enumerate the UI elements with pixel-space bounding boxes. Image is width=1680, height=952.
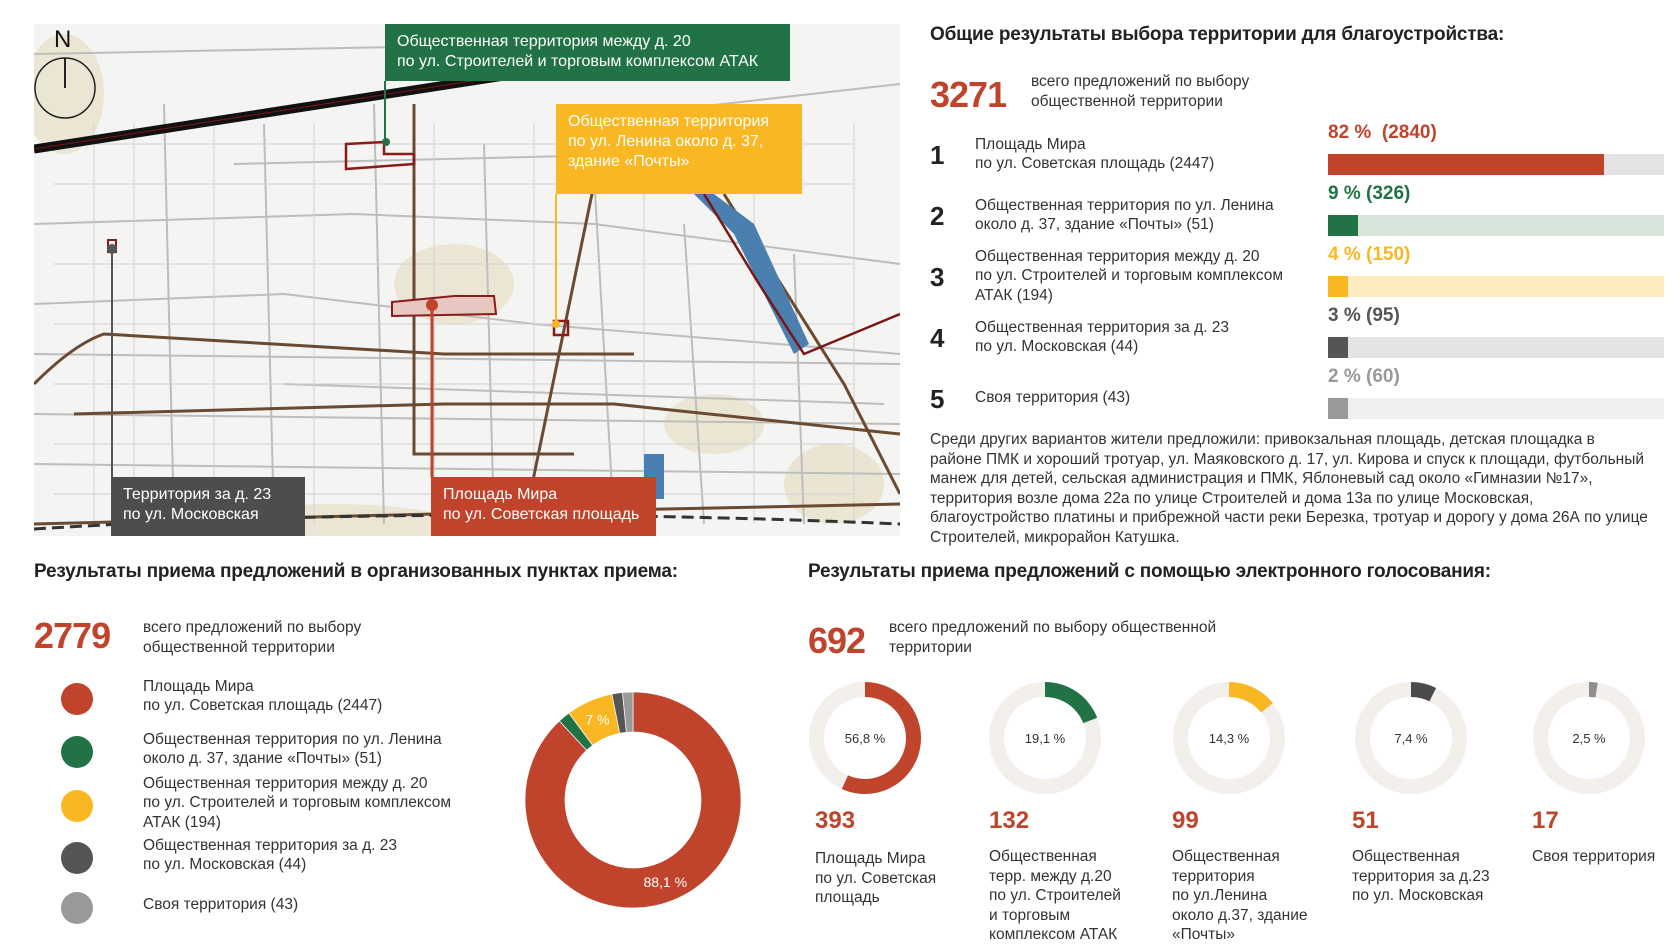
map-drawing bbox=[34, 24, 900, 536]
map-label-text: Территория за д. 23 по ул. Московская bbox=[123, 486, 272, 523]
legend-label: Общественная территория между д. 20 по ул. Строителей и торговым комплексом АТАК (194) bbox=[143, 774, 452, 831]
map bbox=[34, 24, 900, 536]
online-total: 692 bbox=[808, 620, 866, 661]
row-percent-label: 82 % (2840) bbox=[1328, 122, 1437, 143]
row-percent-label: 4 % (150) bbox=[1328, 244, 1411, 265]
online-donut bbox=[1351, 678, 1471, 798]
row-label: Общественная территория по ул. Ленина около д. 37, здание «Почты» (51) bbox=[975, 196, 1274, 233]
overall-total-desc: всего предложений по выбору общественной территории bbox=[1031, 73, 1250, 110]
donut-percent-label: 7,4 % bbox=[1394, 731, 1428, 746]
row-number: 5 bbox=[930, 384, 945, 414]
online-donut bbox=[985, 678, 1105, 798]
map-label-text: Общественная территория по ул. Ленина около д. 37, здание «Почты» bbox=[568, 113, 770, 170]
map-label-lenina bbox=[556, 104, 802, 194]
overall-total: 3271 bbox=[930, 74, 1007, 115]
online-count: 51 bbox=[1352, 807, 1379, 834]
online-label: Своя территория bbox=[1532, 848, 1656, 865]
bar-track bbox=[1328, 154, 1664, 175]
map-label-ploshchad-mira bbox=[431, 477, 656, 536]
online-donut bbox=[1169, 678, 1289, 798]
online-donut bbox=[1529, 678, 1649, 798]
legend-label: Общественная территория за д. 23 по ул. Московская (44) bbox=[143, 836, 398, 873]
row-percent-label: 2 % (60) bbox=[1328, 366, 1400, 387]
map-label-moskovskaya bbox=[111, 477, 305, 536]
bar-track bbox=[1328, 215, 1664, 236]
donut-percent-label: 56,8 % bbox=[844, 731, 886, 746]
row-label: Общественная территория между д. 20 по ул. Строителей и торговым комплексом АТАК (194) bbox=[975, 247, 1284, 304]
legend-dot bbox=[61, 736, 93, 768]
offline-title: Результаты приема предложений в организованных пунктах приема: bbox=[34, 561, 678, 582]
row-number: 3 bbox=[930, 262, 945, 292]
bar-track bbox=[1328, 276, 1664, 297]
bar-fill bbox=[1328, 398, 1348, 419]
bar-fill bbox=[1328, 215, 1358, 236]
legend-dot bbox=[61, 892, 93, 924]
bar-fill bbox=[1328, 154, 1604, 175]
donut-slice bbox=[1229, 682, 1273, 712]
donut-data-label: 7 % bbox=[585, 711, 610, 728]
row-percent-label: 3 % (95) bbox=[1328, 305, 1400, 326]
offline-donut-chart bbox=[513, 680, 753, 920]
row-label: Общественная территория за д. 23 по ул. Московская (44) bbox=[975, 318, 1230, 355]
legend-dot bbox=[61, 683, 93, 715]
row-number: 4 bbox=[930, 323, 945, 353]
online-label: Площадь Мира по ул. Советская площадь bbox=[815, 850, 937, 906]
legend-dot bbox=[61, 790, 93, 822]
donut-data-label: 88,1 % bbox=[643, 873, 688, 890]
donut-percent-label: 14,3 % bbox=[1208, 731, 1250, 746]
bar-fill bbox=[1328, 337, 1348, 358]
offline-total-desc: всего предложений по выбору общественной территории bbox=[143, 619, 362, 656]
legend-label: Своя территория (43) bbox=[143, 896, 299, 914]
online-count: 99 bbox=[1172, 807, 1199, 834]
online-title: Результаты приема предложений с помощью электронного голосования: bbox=[808, 561, 1491, 582]
donut-percent-label: 2,5 % bbox=[1572, 731, 1606, 746]
online-count: 17 bbox=[1532, 807, 1559, 834]
online-donut bbox=[805, 678, 925, 798]
offline-total: 2779 bbox=[34, 615, 111, 656]
row-label: Площадь Мира по ул. Советская площадь (2447) bbox=[975, 135, 1215, 172]
map-label-text: Общественная территория между д. 20 по ул. Строителей и торговым комплексом АТАК bbox=[397, 33, 759, 70]
online-label: Общественная территория по ул.Ленина около д.37, здание «Почты» bbox=[1172, 848, 1308, 943]
row-percent-label: 9 % (326) bbox=[1328, 183, 1411, 204]
row-number: 1 bbox=[930, 140, 945, 170]
row-number: 2 bbox=[930, 201, 945, 231]
map-label-stroiteley bbox=[385, 24, 790, 81]
legend-label: Общественная территория по ул. Ленина около д. 37, здание «Почты» (51) bbox=[143, 730, 442, 767]
map-label-text: Площадь Мира по ул. Советская площадь bbox=[443, 486, 640, 523]
online-label: Общественная территория за д.23 по ул. Московская bbox=[1352, 848, 1490, 904]
online-count: 393 bbox=[815, 807, 856, 834]
north-label: N bbox=[54, 26, 72, 53]
row-label: Своя территория (43) bbox=[975, 389, 1131, 407]
overall-title: Общие результаты выбора территории для благоустройства: bbox=[930, 24, 1505, 45]
online-count: 132 bbox=[989, 807, 1030, 834]
bar-track bbox=[1328, 337, 1664, 358]
donut-percent-label: 19,1 % bbox=[1024, 731, 1066, 746]
online-label: Общественная терр. между д.20 по ул. Строителей и торговым комплексом АТАК bbox=[989, 848, 1121, 943]
online-total-desc: всего предложений по выбору общественной территории bbox=[889, 619, 1217, 656]
legend-label: Площадь Мира по ул. Советская площадь (2447) bbox=[143, 677, 383, 714]
other-suggestions-text: Среди других вариантов жители предложили: привокзальная площадь, детская площадка в районе ПМК и хороший тротуар, ул. Маяковского д. 17, ул. Кирова и спуск к площади, футбольный манеж для детей, сельская администрация и ПМК, Яблоневый сад около «Гимназии №17», территория возле дома 22а по улице Строителей и дома 13а по улице Московская, благоустройство платины и прибрежной части реки Березка, тротуар и дорогу у дома 26А по улице Строителей, микрорайон Катушка. bbox=[930, 431, 1648, 546]
bar-track bbox=[1328, 398, 1664, 419]
bar-fill bbox=[1328, 276, 1348, 297]
donut-slice bbox=[1045, 682, 1097, 723]
legend-dot bbox=[61, 842, 93, 874]
